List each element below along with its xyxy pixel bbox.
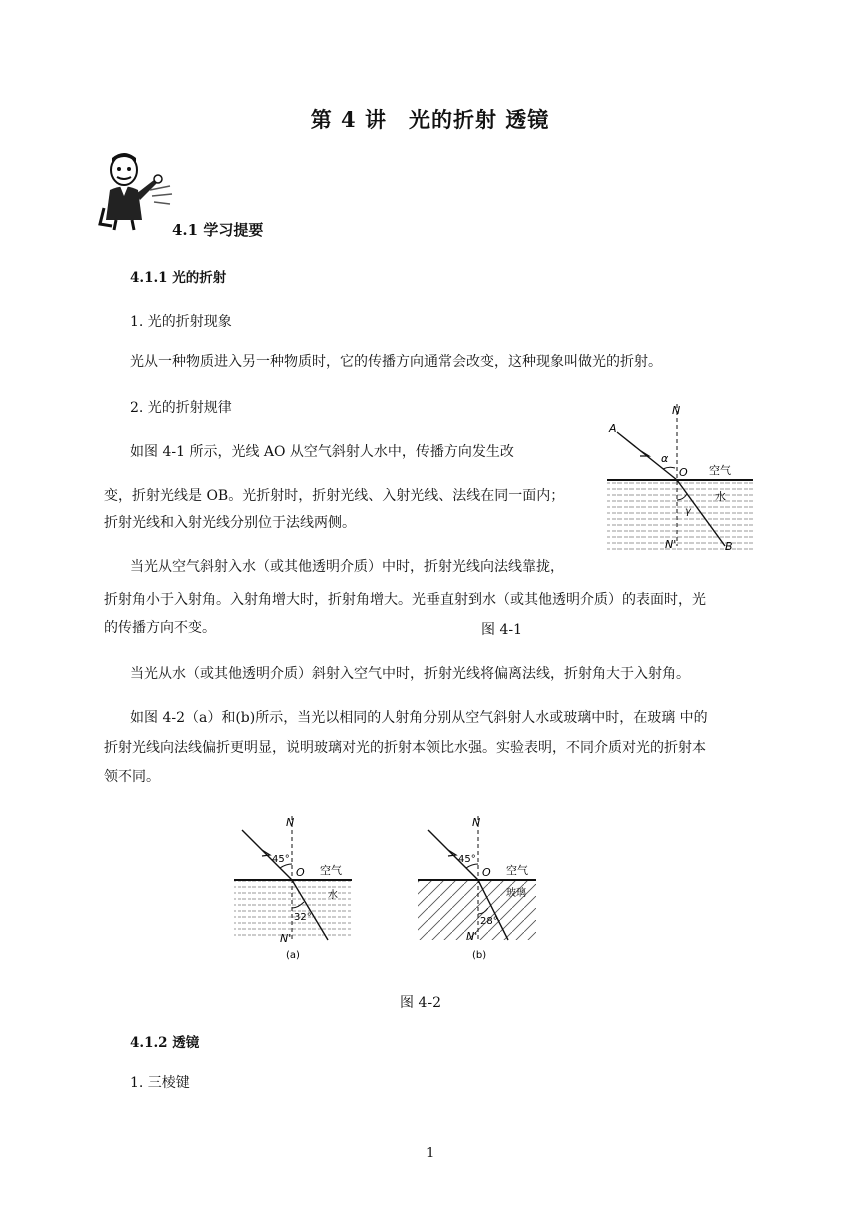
label-air: 空气 [506,864,528,877]
label-N-prime: N' [466,930,478,943]
item-refraction-phenomenon: 1. 光的折射现象 [130,314,232,330]
paragraph-law-line3: 折射光线和入射光线分别位于法线两侧。 [104,515,356,531]
label-O: O [679,466,688,479]
figure-4-1 [605,396,755,554]
subsection-heading-lens: 4.1.2 透镜 [130,1035,200,1051]
label-O: O [482,866,491,879]
label-angle-refraction: 32° [294,912,312,923]
item-prism: 1. 三棱键 [130,1075,190,1091]
label-angle-incidence: 45° [272,854,290,865]
label-water: 水 [715,490,726,503]
label-N: N [672,404,681,417]
figure-4-2a [232,812,356,962]
label-b: (b) [472,950,487,961]
label-angle-incidence: 45° [458,854,476,865]
paragraph-water-to-air: 当光从水（或其他透明介质）斜射入空气中时，折射光线将偏离法线，折射角大于入射角。 [130,666,690,682]
paragraph-comparison-line2: 折射光线向法线偏折更明显，说明玻璃对光的折射本领比水强。实验表明，不同介质对光的折射本 [104,740,706,756]
label-N-prime: N' [665,538,677,551]
paragraph-air-to-water-line1: 当光从空气斜射入水（或其他透明介质）中时，折射光线向法线靠拢， [130,559,564,575]
label-B: B [725,540,733,553]
label-air: 空气 [709,464,731,477]
figure-4-2-caption: 图 4-2 [400,995,441,1011]
figure-4-1-caption: 图 4-1 [481,622,522,638]
item-refraction-law: 2. 光的折射规律 [130,400,232,416]
label-gamma: γ [685,506,691,517]
page-number: 1 [426,1146,435,1161]
figure-4-2b [416,812,540,962]
label-a: (a) [286,950,300,961]
label-air: 空气 [320,864,342,877]
arrow-icon [640,451,649,456]
label-N: N [472,816,481,829]
label-A: A [609,422,617,435]
label-O: O [296,866,305,879]
label-angle-refraction: 28° [480,916,498,927]
label-alpha: α [661,452,669,465]
paragraph-law-line1: 如图 4-1 所示，光线 AO 从空气斜射人水中，传播方向发生改 [130,444,514,460]
subsection-heading-refraction: 4.1.1 光的折射 [130,270,227,286]
page-title: 第 4 讲 光的折射 透镜 [310,107,550,132]
label-N-prime: N' [280,932,292,945]
section-heading: 4.1 学习提要 [172,221,264,239]
lecturer-pointing-icon [98,150,176,232]
paragraph-comparison-line3: 领不同。 [104,769,160,785]
paragraph-law-line2: 变，折射光线是 OB。光折射时，折射光线、入射光线、法线在同一面内； [104,488,565,504]
label-N: N [286,816,295,829]
paragraph-comparison-line1: 如图 4-2（a）和(b)所示，当光以相同的人射角分别从空气斜射人水或玻璃中时，在玻璃 中的 [130,710,708,726]
paragraph-air-to-water-line3: 的传播方向不变。 [104,620,216,636]
label-water: 水 [328,890,338,901]
label-glass: 玻璃 [506,888,526,899]
paragraph-air-to-water-line2: 折射角小于入射角。入射角增大时，折射角增大。光垂直射到水（或其他透明介质）的表面时，光 [104,592,706,608]
paragraph-definition: 光从一种物质进入另一种物质时，它的传播方向通常会改变，这种现象叫做光的折射。 [130,354,662,370]
